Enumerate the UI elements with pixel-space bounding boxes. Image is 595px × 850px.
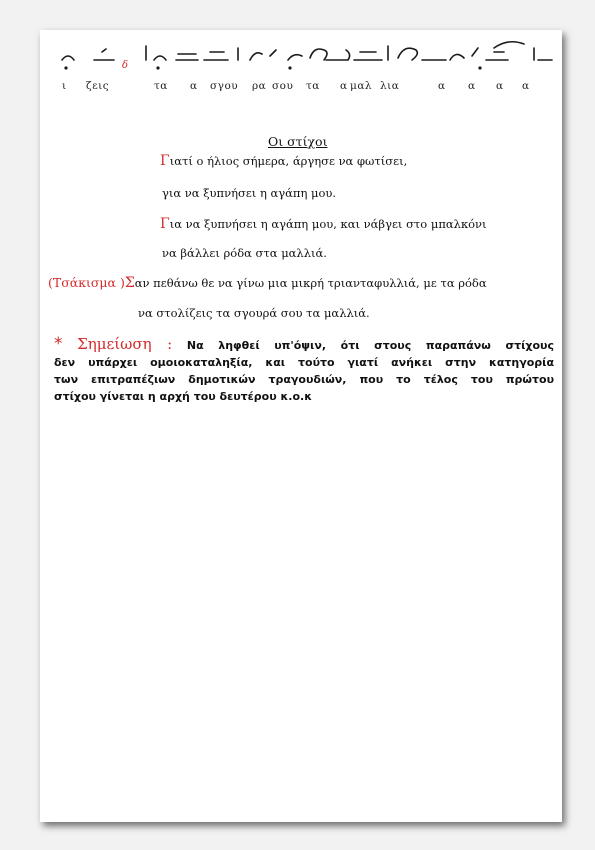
note-line-3: των επιτραπέζιων δημοτικών τραγουδιών, που το τέλος του πρώτου <box>54 373 554 386</box>
neume-petasti <box>310 49 327 60</box>
syllable: λια <box>380 80 400 92</box>
verse-text: για να ξυπνήσει η αγάπη μου. <box>162 186 337 200</box>
note-star-icon: * <box>54 334 63 354</box>
verse-line-1 <box>160 153 407 169</box>
neume-oligon <box>62 56 74 60</box>
syllable: α <box>522 80 530 92</box>
syllable: ρα <box>252 80 267 92</box>
neume-notation-strip <box>54 38 554 82</box>
neume-oligon <box>288 55 302 60</box>
page <box>40 30 562 822</box>
tsakisma-continuation <box>138 306 370 320</box>
syllable: τα <box>154 80 168 92</box>
tsakisma-label: (Τσάκισμα ) <box>48 275 125 290</box>
neume-oligon <box>326 50 350 60</box>
verse-text: ιατί ο ήλιος σήμερα, άργησε να φωτίσει, <box>169 154 408 168</box>
note-text: Να ληφθεί υπ'όψιν, ότι στους παραπάνω στίχους <box>186 339 554 352</box>
verses-title: Οι στίχοι <box>268 134 328 149</box>
syllable: α <box>438 80 446 92</box>
neume-oligon <box>250 53 262 60</box>
tsakisma-text: αν πεθάνω θε να γίνω μια μικρή τριανταφυλλιά, με τα ρόδα <box>134 276 487 290</box>
neume-apostrophos <box>472 48 478 56</box>
note-block <box>54 336 554 405</box>
tsakisma-initial: Σ <box>124 275 135 291</box>
verse-line-2 <box>162 186 336 200</box>
syllable: ζεις <box>86 80 110 92</box>
syllable: τα <box>306 80 320 92</box>
verse-line-3 <box>160 216 487 232</box>
note-line-2: δεν υπάρχει ομοιοκαταληξία, και τούτο γιατί ανήκει στην κατηγορία <box>54 356 554 369</box>
neume-oligon <box>154 56 166 60</box>
neume-petasti <box>398 48 417 60</box>
tsakisma-line <box>48 275 487 291</box>
syllable: σου <box>272 80 294 92</box>
verse-line-4 <box>162 246 327 260</box>
verse-text: ια να ξυπνήσει η αγάπη μου, και νάβγει στο μπαλκόνι <box>169 217 487 231</box>
neume-klasma <box>494 42 524 48</box>
syllable: α <box>190 80 198 92</box>
syllable: α <box>468 80 476 92</box>
tsakisma-cont-text: να στολίζεις τα σγουρά σου τα μαλλιά. <box>138 306 370 320</box>
martyria-mark: δ <box>122 60 129 71</box>
note-line-4: στίχου γίνεται η αρχή του δευτέρου κ.ο.κ <box>54 390 313 403</box>
note-label: Σημείωση : <box>77 335 173 353</box>
syllable: α <box>496 80 504 92</box>
syllable: σγου <box>210 80 239 92</box>
neume-oligon <box>450 54 464 60</box>
neume-apostrophos <box>270 50 276 56</box>
syllable: μαλ <box>350 80 373 92</box>
neume-kentima <box>102 49 106 52</box>
lyric-syllables <box>40 80 562 96</box>
verse-initial: Γ <box>160 153 170 169</box>
note-line-1 <box>54 336 554 354</box>
syllable: ι <box>62 80 67 92</box>
verse-initial: Γ <box>160 216 170 232</box>
syllable: α <box>340 80 348 92</box>
verse-text: να βάλλει ρόδα στα μαλλιά. <box>162 246 327 260</box>
